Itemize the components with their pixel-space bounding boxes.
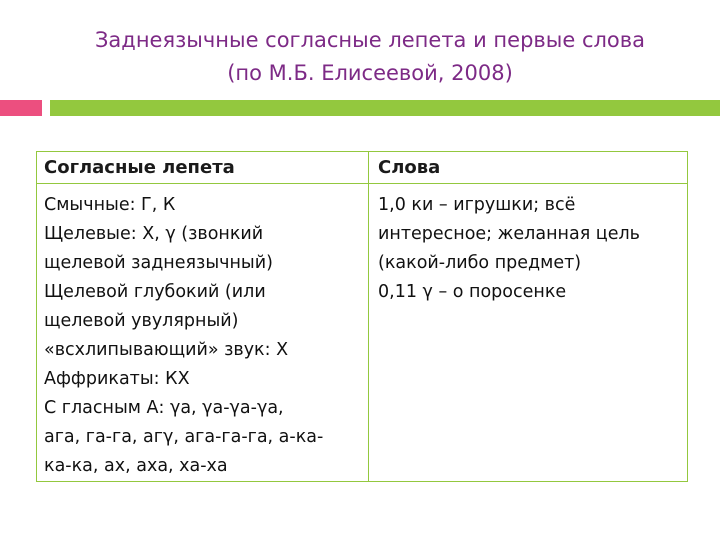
column-divider: [368, 152, 369, 481]
cell-line: ка-ка, ах, аха, ха-ха: [44, 456, 228, 476]
cell-line: щелевой заднеязычный): [44, 253, 273, 273]
cell-line: (какой-либо предмет): [378, 253, 582, 273]
slide-title-line-1: Заднеязычные согласные лепета и первые слова: [94, 28, 646, 52]
cell-line: С гласным А: γа, γа-γа-γа,: [44, 398, 284, 418]
cell-line: ага, га-га, агγ, ага-га-га, а-ка-: [44, 427, 324, 447]
cell-line: интересное; желанная цель: [378, 224, 640, 244]
cell-line: «всхлипывающий» звук: Х: [44, 340, 289, 360]
babbling-words-table: [36, 151, 688, 482]
cell-line: щелевой увулярный): [44, 311, 239, 331]
header-babbling-consonants: Согласные лепета: [44, 157, 235, 178]
slide-title-line-2: (по М.Б. Елисеевой, 2008): [227, 61, 513, 85]
cell-words: [378, 191, 683, 307]
slide-title: [40, 24, 700, 90]
accent-bar-pink: [0, 100, 42, 116]
cell-line: Смычные: Г, К: [44, 195, 176, 215]
cell-line: 0,11 γ – о поросенке: [378, 282, 567, 302]
header-divider: [37, 183, 687, 184]
cell-line: Щелевой глубокий (или: [44, 282, 266, 302]
cell-babbling-consonants: [44, 191, 364, 481]
cell-line: 1,0 ки – игрушки; всё: [378, 195, 576, 215]
cell-line: Аффрикаты: КХ: [44, 369, 190, 389]
header-words: Слова: [378, 157, 441, 178]
cell-line: Щелевые: Х, γ (звонкий: [44, 224, 264, 244]
accent-bar-green: [50, 100, 720, 116]
